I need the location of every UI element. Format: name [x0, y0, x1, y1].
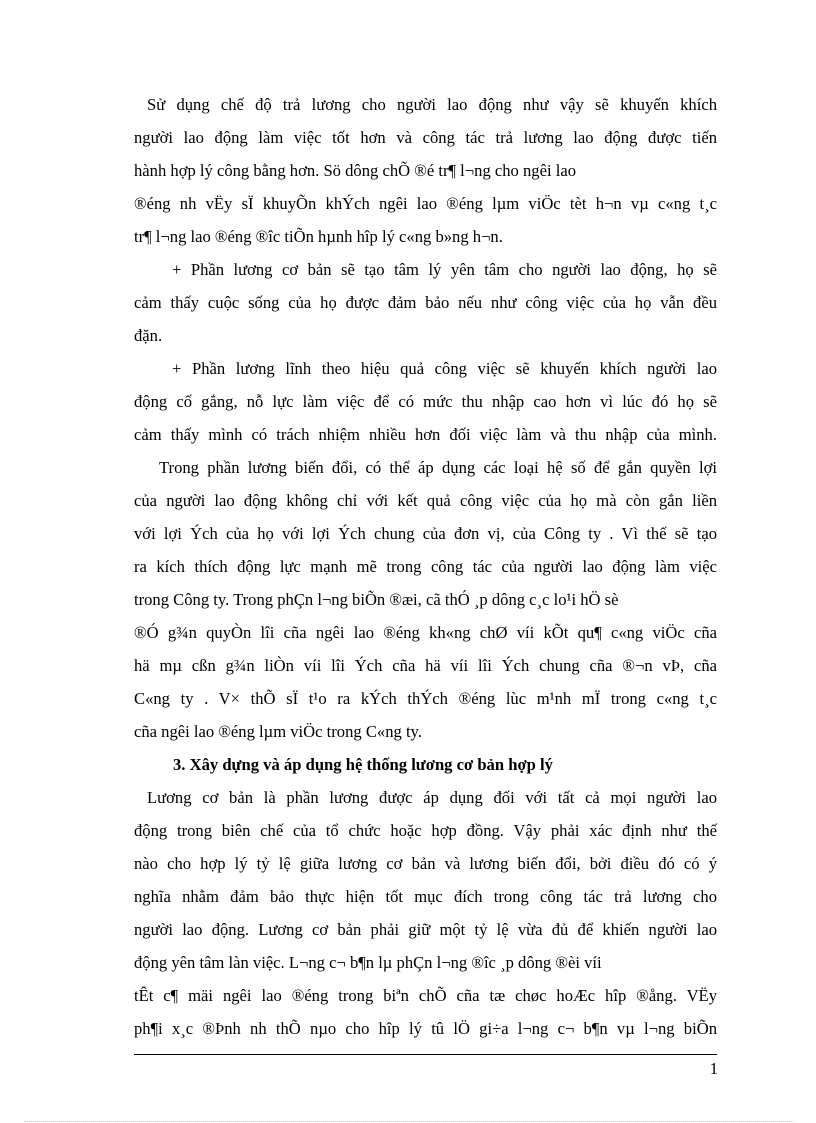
paragraph-line: + Phần lương lĩnh theo hiệu quả công việc sẽ khuyến khích người lao — [172, 359, 717, 378]
paragraph-line: cảm thấy cuộc sống của họ được đảm bảo nếu như công việc của họ vẫn đều — [134, 293, 717, 312]
page-edge-guide — [24, 1121, 794, 1122]
paragraph-line: đặn. — [134, 326, 163, 345]
paragraph-line: nghĩa nhằm đảm bảo thực hiện tốt mục đích trong công tác trả lương cho — [134, 887, 717, 906]
paragraph-line: tr¶ l¬ng lao ®éng ®îc tiÕn hµnh hîp lý c«ng b»ng h¬n. — [134, 227, 503, 246]
paragraph-line: động trong biên chế của tổ chức hoặc hợp đồng. Vậy phải xác định như thế — [134, 821, 717, 840]
paragraph-line: trong Công ty. Trong phÇn l¬ng biÕn ®æi, cã thÓ ¸p dông c¸c lo¹i hÖ sè — [134, 590, 619, 609]
page-number: 1 — [709, 1059, 718, 1078]
paragraph-line: ra kích thích động lực mạnh mẽ trong công tác của người lao động làm việc — [134, 557, 717, 576]
paragraph-line: người lao động. Lương cơ bản phải giữ một tỷ lệ vừa đủ để khiến người lao — [134, 920, 717, 939]
paragraph-line: cảm thấy mình có trách nhiệm nhiều hơn đối việc làm và thu nhập của mình. — [134, 425, 717, 444]
paragraph-line: ph¶i x¸c ®Þnh nh thÕ nµo cho hîp lý tû lÖ gi÷a l¬ng c¬ b¶n vµ l¬ng biÕn — [134, 1019, 717, 1038]
paragraph-line: động cố gắng, nỗ lực làm việc để có mức thu nhập cao hơn vì lúc đó họ sẽ — [134, 392, 717, 411]
paragraph-line: Trong phần lương biến đổi, có thể áp dụng các loại hệ số để gắn quyền lợi — [159, 458, 717, 477]
section-heading: 3. Xây dựng và áp dụng hệ thống lương cơ bản hợp lý — [173, 755, 553, 774]
paragraph-line: Sử dụng chế độ trả lương cho người lao động như vậy sẽ khuyến khích — [147, 95, 717, 114]
paragraph-line: Lương cơ bản là phần lương được áp dụng đối với tất cả mọi người lao — [147, 788, 717, 807]
paragraph-line: người lao động làm việc tốt hơn và công tác trả lương lao động được tiến — [134, 128, 717, 147]
paragraph-line: với lợi Ých của họ với lợi Ých chung của đơn vị, của Công ty . Vì thế sẽ tạo — [134, 524, 717, 543]
paragraph-line: hä mµ cßn g¾n liÒn víi lîi Ých cña hä víi lîi Ých chung cña ®¬n vÞ, cña — [134, 656, 717, 675]
paragraph-line: cña ngêi lao ®éng lµm viÖc trong C«ng ty. — [134, 722, 422, 741]
paragraph-line: ®éng nh vËy sÏ khuyÕn khÝch ngêi lao ®éng lµm viÖc tèt h¬n vµ c«ng t¸c — [134, 194, 717, 213]
paragraph-line: C«ng ty . V× thÕ sÏ t¹o ra kÝch thÝch ®éng lùc m¹nh mÏ trong c«ng t¸c — [134, 689, 717, 708]
paragraph-line: nào cho hợp lý tỷ lệ giữa lương cơ bản và lương biến đổi, bởi điều đó có ý — [134, 854, 717, 873]
paragraph-line: của người lao động không chỉ với kết quả công việc của họ mà còn gắn liền — [134, 491, 717, 510]
paragraph-line: hành hợp lý công bằng hơn. Sö dông chÕ ®é tr¶ l¬ng cho ngêi lao — [134, 161, 576, 180]
paragraph-line: tÊt c¶ mäi ngêi lao ®éng trong biªn chÕ cña tæ chøc hoÆc hîp ®ång. VËy — [134, 986, 717, 1005]
paragraph-line: + Phần lương cơ bản sẽ tạo tâm lý yên tâm cho người lao động, họ sẽ — [172, 260, 717, 279]
footer-divider — [134, 1054, 717, 1055]
paragraph-line: động yên tâm làn việc. L¬ng c¬ b¶n lµ phÇn l¬ng ®îc ¸p dông ®èi víi — [134, 953, 602, 972]
paragraph-line: ®Ó g¾n quyÒn lîi cña ngêi lao ®éng kh«ng chØ víi kÕt qu¶ c«ng viÖc cña — [134, 623, 717, 642]
